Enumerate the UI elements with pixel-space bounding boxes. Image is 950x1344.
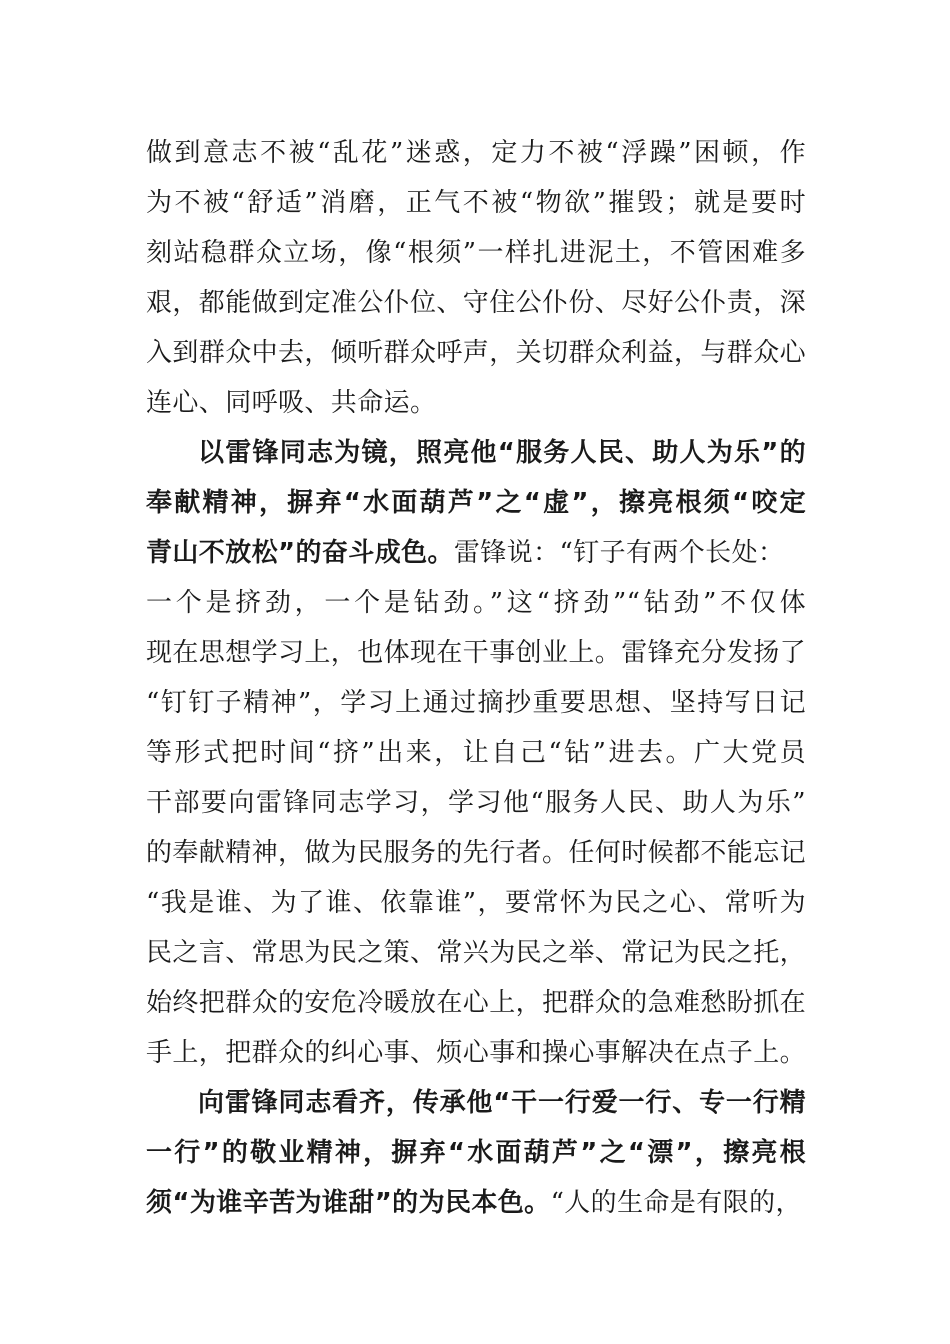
text-line: “钉钉子精神”，学习上通过摘抄重要思想、坚持写日记: [146, 688, 806, 718]
text-line: 民之言、常思为民之策、常兴为民之举、常记为民之托，: [146, 938, 807, 968]
section-heading-line: 奉献精神，摒弃“水面葫芦”之“虚”，擦亮根须“咬定: [146, 488, 806, 518]
mixed-line: [146, 528, 806, 578]
section-heading-line: 以雷锋同志为镜，照亮他“服务人民、助人为乐”的: [198, 438, 806, 468]
text-line: “我是谁、为了谁、依靠谁”，要常怀为民之心、常听为: [146, 888, 806, 918]
text-line: 为不被“舒适”消磨，正气不被“物欲”摧毁；就是要时: [146, 188, 806, 218]
section-heading-end: 青山不放松”的奋斗成色。: [146, 538, 454, 568]
section-heading-line: 一行”的敬业精神，摒弃“水面葫芦”之“漂”，擦亮根: [146, 1138, 806, 1168]
text-line: 手上，把群众的纠心事、烦心事和操心事解决在点子上。: [146, 1038, 807, 1068]
text-line: 做到意志不被“乱花”迷惑，定力不被“浮躁”困顿，作: [146, 138, 806, 168]
text-line: 等形式把时间“挤”出来，让自己“钻”进去。广大党员: [146, 738, 806, 768]
text-fragment: “人的生命是有限的，: [550, 1188, 802, 1218]
text-line: 始终把群众的安危冷暖放在心上，把群众的急难愁盼抓在: [146, 988, 807, 1018]
mixed-line: [146, 1178, 806, 1228]
section-heading-end: 须“为谁辛苦为谁甜”的为民本色。: [146, 1188, 551, 1218]
text-line: 刻站稳群众立场，像“根须”一样扎进泥土，不管困难多: [146, 238, 806, 268]
text-line: 现在思想学习上，也体现在干事创业上。雷锋充分发扬了: [146, 638, 807, 668]
text-line: 艰，都能做到定准公仆位、守住公仆份、尽好公仆责，深: [146, 288, 807, 318]
text-line: 一个是挤劲，一个是钻劲。”这“挤劲”“钻劲”不仅体: [146, 588, 806, 618]
text-line: 的奉献精神，做为民服务的先行者。任何时候都不能忘记: [146, 838, 807, 868]
text-line: 干部要向雷锋同志学习，学习他“服务人民、助人为乐”: [146, 788, 806, 818]
text-line: 入到群众中去，倾听群众呼声，关切群众利益，与群众心: [146, 338, 807, 368]
body-text: [146, 128, 806, 1228]
text-fragment: 雷锋说：“钉子有两个长处：: [453, 538, 785, 568]
text-line: 连心、同呼吸、共命运。: [146, 388, 437, 418]
section-heading-line: 向雷锋同志看齐，传承他“干一行爱一行、专一行精: [198, 1088, 806, 1118]
